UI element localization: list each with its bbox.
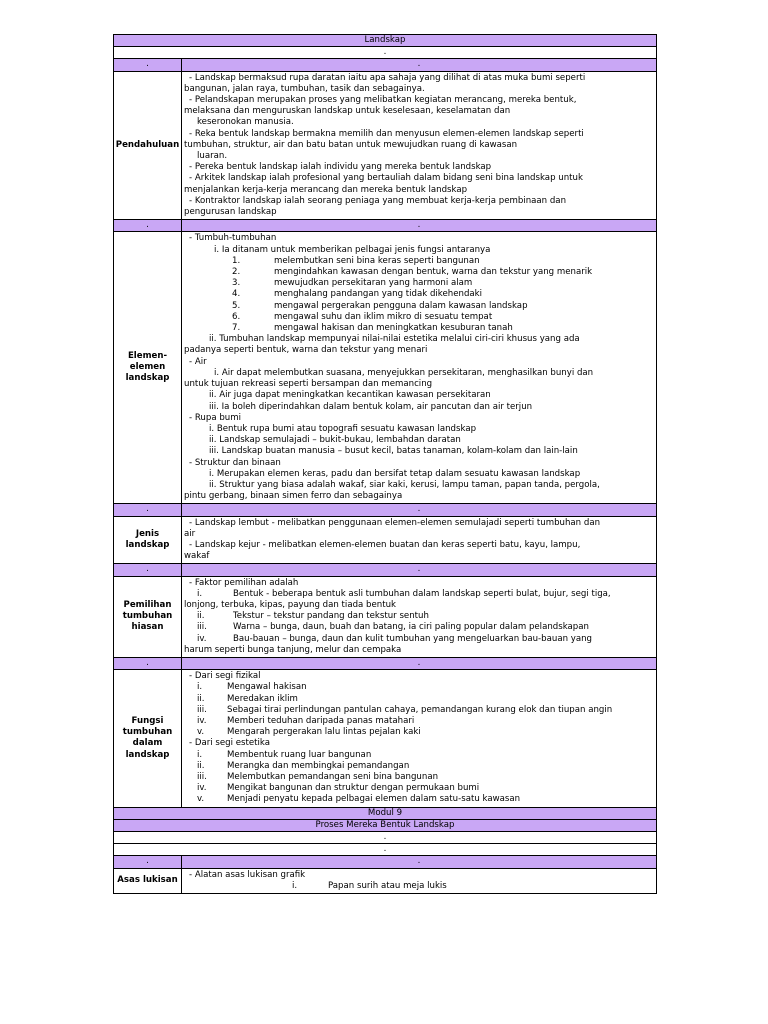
label-pendahuluan: Pendahuluan [114,71,182,220]
list-item [184,634,655,645]
item-text: Memberi teduhan daripada panas matahari [227,715,415,726]
text-line: padanya seperti bentuk, warna dan tekstur yang menari [184,345,428,356]
row-pemilihan [114,576,657,657]
dot-cell: . [182,657,657,669]
dot-cell: . [114,856,182,868]
item-number: v. [197,794,205,805]
item-text: Papan surih atau meja lukis [328,880,447,891]
dot-row: . [114,844,657,856]
item-number: ii. [197,693,205,704]
row-jenis [114,516,657,564]
list-item [184,716,655,727]
text-line: - Landskap lembut - melibatkan penggunaan elemen-elemen semulajadi seperti tumbuhan dan [189,517,601,528]
text-line: i. Merupakan elemen keras, padu dan bersifat tetap dalam sesuatu kawasan landskap [209,468,581,479]
item-text: Menjadi penyatu kepada pelbagai elemen dalam satu-satu kawasan [227,794,521,805]
list-item [184,267,655,278]
text-line: bangunan, jalan raya, tumbuhan, tasik dan sebagainya. [184,83,425,94]
item-number: 5. [232,300,241,311]
text-line: - Dari segi estetika [189,738,270,749]
list-item [184,705,655,716]
doc-title: Landskap [114,35,657,47]
list-item [184,589,655,600]
row-pendahuluan [114,71,657,220]
text-line: menjalankan kerja-kerja merancang dan mereka bentuk landskap [184,184,468,195]
item-number: 4. [232,289,241,300]
list-item [184,694,655,705]
item-number: 6. [232,311,241,322]
item-text: Mengawal hakisan [227,682,307,693]
text-line: luaran. [197,151,228,162]
item-number: i. [292,880,298,891]
list-item [184,794,655,805]
text-line: i. Air dapat melembutkan suasana, menyejukkan persekitaran, menghasilkan bunyi dan [214,367,594,378]
text-line: - Landskap kejur - melibatkan elemen-elemen buatan dan keras seperti batu, kayu, lampu, [189,539,581,550]
modul-subtitle: Proses Mereka Bentuk Landskap [114,819,657,831]
item-text: Bau-bauan – bunga, daun dan kulit tumbuhan yang mengeluarkan bau-bauan yang [233,633,593,644]
list-item [184,727,655,738]
dot-cell: . [182,504,657,516]
text-line: - Alatan asas lukisan grafik [189,869,306,880]
item-number: iii. [197,772,207,782]
item-number: i. [197,749,203,760]
text-line: ii. Air juga dapat meningkatkan kecantikan kawasan persekitaran [209,390,491,401]
text-line: - Pelandskapan merupakan proses yang melibatkan kegiatan merancang, mereka bentuk, [189,95,577,106]
text-line: pintu gerbang, binaan simen ferro dan sebagainya [184,491,403,502]
list-item [184,761,655,772]
label-asas: Asas lukisan [114,868,182,893]
item-number: i. [197,588,203,599]
item-text: Sebagai tirai perlindungan pantulan cahaya, pemandangan kurang elok dan tiupan angin [227,704,613,715]
text-line: ii. Struktur yang biasa adalah wakaf, siar kaki, kerusi, lampu taman, papan tanda, pergola, [209,479,600,490]
text-line: - Struktur dan binaan [189,457,281,468]
landskap-table [113,34,657,894]
text-line: iii. Landskap buatan manusia – busut kecil, batas tanaman, kolam-kolam dan lain-lain [209,446,578,457]
text-line: i. Ia ditanam untuk memberikan pelbagai jenis fungsi antaranya [214,244,491,255]
item-text: menghalang pandangan yang tidak dikehendaki [274,289,483,300]
list-item [184,772,655,783]
text-line: melaksana dan menguruskan landskap untuk keselesaan, keselamatan dan [184,106,511,117]
item-text: mengawal suhu dan iklim mikro di sesuatu tempat [274,311,493,322]
item-text: Mengarah pergerakan lalu lintas pejalan kaki [227,727,421,738]
text-line: - Rupa bumi [189,412,241,423]
dot-cell: . [114,220,182,232]
dot-cell: . [182,564,657,576]
text-line: - Dari segi fizikal [189,671,261,682]
dot-cell: . [114,657,182,669]
text-line: - Kontraktor landskap ialah seorang peniaga yang membuat kerja-kerja pembinaan dan [189,195,567,206]
content-pendahuluan [182,71,657,220]
text-line: - Tumbuh-tumbuhan [189,233,277,244]
text-line: harum seperti bunga tanjung, melur dan cempaka [184,644,402,655]
item-text: Meredakan iklim [227,693,298,704]
item-text: Bentuk - beberapa bentuk asli tumbuhan dalam landskap seperti bulat, bujur, segi tiga, [233,588,611,599]
dot-cell: . [182,59,657,71]
item-number: 3. [232,278,241,289]
item-number: i. [197,682,203,693]
label-elemen: Elemen-elemen landskap [114,232,182,504]
content-asas [182,868,657,893]
list-item [184,622,655,633]
text-line: air [184,528,196,539]
text-line: i. Bentuk rupa bumi atau topografi sesuatu kawasan landskap [209,423,477,434]
text-line: lonjong, terbuka, kipas, payung dan tiada bentuk [184,599,397,610]
label-jenis: Jenis landskap [114,516,182,564]
list-item [184,611,655,622]
label-pemilihan: Pemilihan tumbuhan hiasan [114,576,182,657]
dot-cell: . [182,220,657,232]
list-item [184,278,655,289]
text-line: ii. Landskap semulajadi – bukit-bukau, lembahdan daratan [209,435,461,446]
text-line: tumbuhan, struktur, air dan batu batan untuk mewujudkan ruang di kawasan [184,139,518,150]
content-elemen [182,232,657,504]
text-line: - Reka bentuk landskap bermakna memilih dan menyusun elemen-elemen landskap seperti [189,128,584,139]
item-text: mengawal pergerakan pengguna dalam kawasan landskap [274,300,528,311]
item-text: Merangka dan membingkai pemandangan [227,760,410,771]
item-text: Mengikat bangunan dan struktur dengan permukaan bumi [227,783,480,794]
text-line: - Pereka bentuk landskap ialah individu yang mereka bentuk landskap [189,162,492,173]
text-line: pengurusan landskap [184,207,277,218]
item-text: Warna – bunga, daun, buah dan batang, ia ciri paling popular dalam pelandskapan [233,622,589,633]
item-number: v. [197,727,205,738]
row-elemen [114,232,657,504]
item-number: ii. [197,760,205,771]
item-text: melembutkan seni bina keras seperti bangunan [274,255,480,266]
list-item [184,256,655,267]
item-number: 1. [232,255,241,266]
item-text: mengindahkan kawasan dengan bentuk, warna dan tekstur yang menarik [274,267,593,278]
text-line: - Faktor pemilihan adalah [189,577,299,588]
text-line: wakaf [184,551,210,562]
text-line: - Arkitek landskap ialah profesional yang bertauliah dalam bidang seni bina landskap untuk [189,173,583,184]
label-fungsi: Fungsi tumbuhan dalam landskap [114,670,182,807]
list-item [184,750,655,761]
text-line: iii. Ia boleh diperindahkan dalam bentuk kolam, air pancutan dan air terjun [209,401,533,412]
list-item [184,682,655,693]
list-item [184,301,655,312]
text-line: - Landskap bermaksud rupa daratan iaitu apa sahaja yang dilihat di atas muka bumi seperti [189,72,586,83]
text-line: ii. Tumbuhan landskap mempunyai nilai-nilai estetika melalui ciri-ciri khusus yang ada [209,334,580,345]
text-line: keseronokan manusia. [197,117,294,128]
dot-row: . [114,832,657,844]
list-item [184,323,655,334]
item-number: ii. [197,611,205,622]
row-asas [114,868,657,893]
item-text: mewujudkan persekitaran yang harmoni alam [274,278,473,289]
content-pemilihan [182,576,657,657]
list-item [184,289,655,300]
item-text: Membentuk ruang luar bangunan [227,749,372,760]
item-number: iv. [197,715,207,726]
item-text: mengawal hakisan dan meningkatkan kesuburan tanah [274,323,513,334]
item-number: 7. [232,323,241,334]
dot-cell: . [114,59,182,71]
text-line: - Air [189,356,207,367]
dot-cell: . [114,504,182,516]
list-item [184,312,655,323]
item-number: iv. [197,783,207,794]
item-text: Melembutkan pemandangan seni bina bangunan [227,772,439,782]
item-number: iv. [197,633,207,644]
dot-cell: . [114,564,182,576]
dot-cell: . [182,856,657,868]
item-text: Tekstur – tekstur pandang dan tekstur sentuh [233,611,429,622]
list-item [184,783,655,794]
text-line: untuk tujuan rekreasi seperti bersampan dan memancing [184,379,433,390]
item-number: iii. [197,704,207,715]
item-number: 2. [232,267,241,278]
content-jenis [182,516,657,564]
row-fungsi [114,670,657,807]
modul-title: Modul 9 [114,807,657,819]
dot-row: . [114,47,657,59]
list-item [184,881,655,892]
item-number: iii. [197,622,207,633]
content-fungsi [182,670,657,807]
